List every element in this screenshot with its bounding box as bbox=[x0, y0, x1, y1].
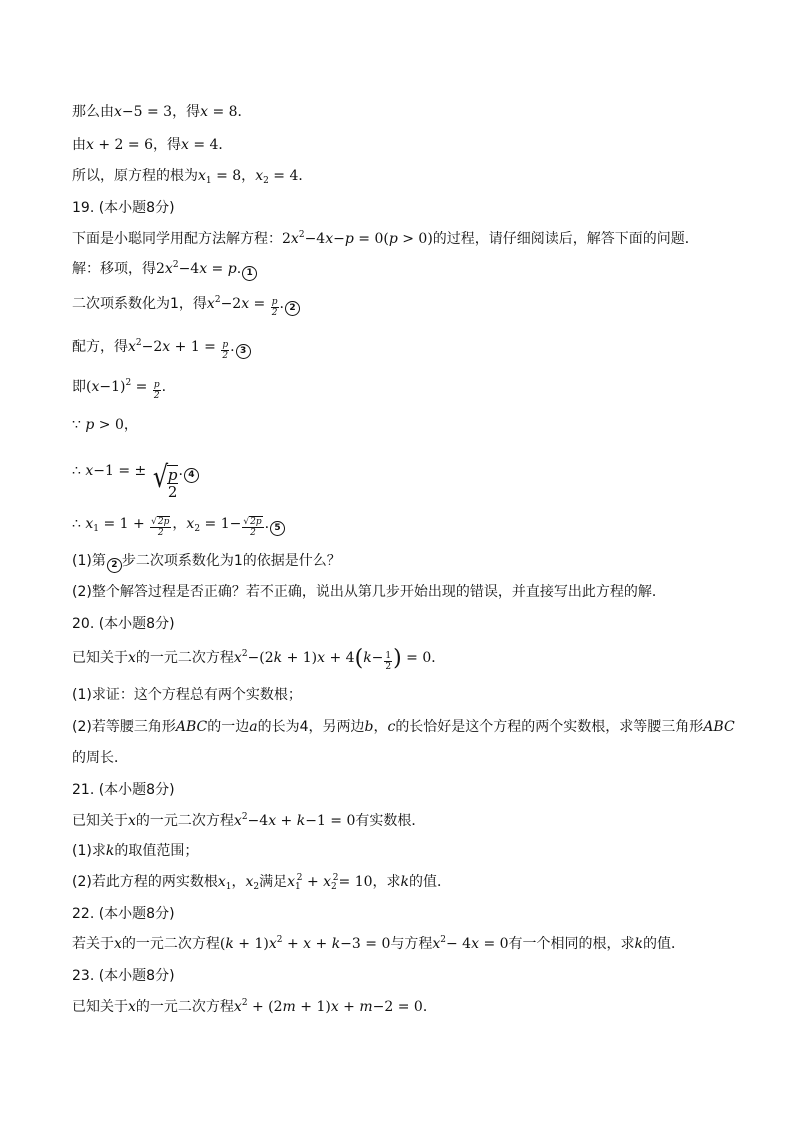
text: ，求 bbox=[372, 874, 401, 890]
text-line-1: 那么由x−5 = 3，得x = 8． bbox=[72, 104, 252, 120]
fraction-1-over-2: $\frac{1}{2}$ bbox=[385, 651, 392, 672]
text: 已知关于 bbox=[72, 650, 128, 666]
circled-number-2: 2 bbox=[285, 301, 300, 316]
text: 的长恰好是这个方程的两个实数根，求等腰三角形 bbox=[395, 719, 704, 735]
q21-intro: 已知关于x的一元二次方程$x^2-4x + k-1 = 0$有实数根． bbox=[72, 812, 426, 829]
text: 的长为4，另两边 bbox=[257, 719, 365, 735]
text: ，得 bbox=[152, 137, 181, 153]
q20-part-2: (2)若等腰三角形ABC的一边a的长为4，另两边b，c的长恰好是这个方程的两个实数根，求等腰三角形ABC bbox=[72, 719, 735, 735]
text: 步二次项系数化为1的依据是什么？ bbox=[121, 553, 341, 569]
text: 解：移项，得 bbox=[72, 261, 156, 277]
q21-header: 21. (本小题8分) bbox=[72, 782, 175, 798]
text: 的一元二次方程 bbox=[135, 650, 234, 666]
fraction-p-over-2: $\frac{p}{2}$ bbox=[153, 380, 160, 401]
text: 配方，得 bbox=[72, 339, 128, 355]
fraction-p-over-2: $\frac{p}{2}$ bbox=[271, 297, 278, 318]
text: 的一元二次方程 bbox=[121, 936, 220, 952]
q19-step-1: 解：移项，得$2x^2-4x = p$. 1 bbox=[72, 260, 257, 281]
q20-part-2-cont: 的周长． bbox=[72, 750, 128, 766]
text: 的一元二次方程 bbox=[135, 999, 234, 1015]
text: 下面是小聪同学用配方法解方程： bbox=[72, 231, 282, 247]
q23-header: 23. (本小题8分) bbox=[72, 968, 175, 984]
text: 若关于 bbox=[72, 936, 114, 952]
text: 满足 bbox=[259, 874, 288, 890]
fraction-sqrt2p-over-2: $\frac{√2p}{2}$ bbox=[243, 517, 262, 538]
text: 已知关于 bbox=[72, 999, 128, 1015]
q19-part-1 bbox=[72, 552, 341, 573]
circled-number-1: 1 bbox=[242, 266, 257, 281]
text: 由 bbox=[72, 137, 86, 153]
text: (1)求 bbox=[72, 843, 106, 859]
text: 的值． bbox=[643, 936, 686, 952]
q19-therefore-2: ∴ $x_1 = 1$ + $\frac{√2p}{2}$ ，$x_2 = 1-$ $\frac{√2p}{2}$ . 5 bbox=[72, 515, 285, 538]
q19-step-4: 即$(x-1)^2$ = $\frac{p}{2}$ . bbox=[72, 378, 167, 401]
q19-header: 19. (本小题8分) bbox=[72, 200, 175, 216]
q20-intro: 已知关于x的一元二次方程$x^2-(2k + 1)x + 4(k-$ $\frac{1}{2}$ ) = 0． bbox=[72, 646, 446, 672]
q19-step-3: 配方，得$x^2-2x + 1$ = $\frac{p}{2}$ . 3 bbox=[72, 338, 251, 361]
q19-step-2: 二次项系数化为1，得$x^2-2x$ = $\frac{p}{2}$ . 2 bbox=[72, 295, 300, 318]
circled-number-4: 4 bbox=[184, 468, 199, 483]
text-line-3: 所以，原方程的根为$x_1 = 8$，$x_2 = 4$． bbox=[72, 168, 313, 186]
text: (2)若等腰三角形 bbox=[72, 719, 176, 735]
text-line-2: 由x + 2 = 6，得x = 4． bbox=[72, 137, 233, 153]
text: 的过程，请仔细阅读后，解答下面的问题． bbox=[432, 231, 699, 247]
text: 那么由 bbox=[72, 104, 114, 120]
circled-number-2: 2 bbox=[107, 558, 122, 573]
q23-body: 已知关于x的一元二次方程$x^2 + (2m + 1)x + m-2 = 0$． bbox=[72, 998, 437, 1015]
text: 的一元二次方程 bbox=[135, 813, 234, 829]
q21-part-2: (2)若此方程的两实数根$x_1$，$x_2$满足$x_1^2 + x_2^2= 10$，求k的值． bbox=[72, 873, 451, 892]
text: 的取值范围； bbox=[114, 843, 199, 859]
q19-because: ∵ p > 0， bbox=[72, 417, 138, 433]
q22-body: 若关于x的一元二次方程$(k + 1)x^2 + x + k-3 = 0$与方程$x^2- 4x = 0$有一个相同的根，求k的值． bbox=[72, 935, 686, 952]
text: ，得 bbox=[172, 104, 201, 120]
q19-therefore-1: ∴ x−1 = ± √ $\frac{p}{2}$ . 4 bbox=[72, 462, 199, 500]
q19-part-2: (2)整个解答过程是否正确？若不正确，说出从第几步开始出现的错误，并直接写出此方程的解． bbox=[72, 584, 666, 600]
text: 有一个相同的根，求 bbox=[508, 936, 635, 952]
text: 与方程 bbox=[390, 936, 433, 952]
circled-number-3: 3 bbox=[236, 344, 251, 359]
text: (2)若此方程的两实数根 bbox=[72, 874, 218, 890]
fraction-p-over-2: $\frac{p}{2}$ bbox=[222, 340, 229, 361]
circled-number-5: 5 bbox=[270, 521, 285, 536]
text: 的一边 bbox=[207, 719, 250, 735]
sqrt-p-over-2: √ $\frac{p}{2}$ bbox=[152, 460, 178, 501]
text: 有实数根． bbox=[355, 813, 426, 829]
fraction-sqrt2p-over-2: $\frac{√2p}{2}$ bbox=[151, 517, 170, 538]
q22-header: 22. (本小题8分) bbox=[72, 906, 175, 922]
q19-intro: 下面是小聪同学用配方法解方程：$2x^2-4x-p = 0(p > 0)$的过程，请仔细阅读后，解答下面的问题． bbox=[72, 230, 699, 247]
q21-part-1: (1)求k的取值范围； bbox=[72, 843, 199, 859]
text: 即 bbox=[72, 379, 86, 395]
text: (1)第 bbox=[72, 553, 106, 569]
text: 已知关于 bbox=[72, 813, 128, 829]
text: 的值． bbox=[409, 874, 451, 890]
text: 所以，原方程的根为 bbox=[72, 168, 198, 184]
q20-part-1: (1)求证：这个方程总有两个实数根； bbox=[72, 687, 302, 703]
text: 二次项系数化为1，得 bbox=[72, 296, 207, 312]
q20-header: 20. (本小题8分) bbox=[72, 616, 175, 632]
